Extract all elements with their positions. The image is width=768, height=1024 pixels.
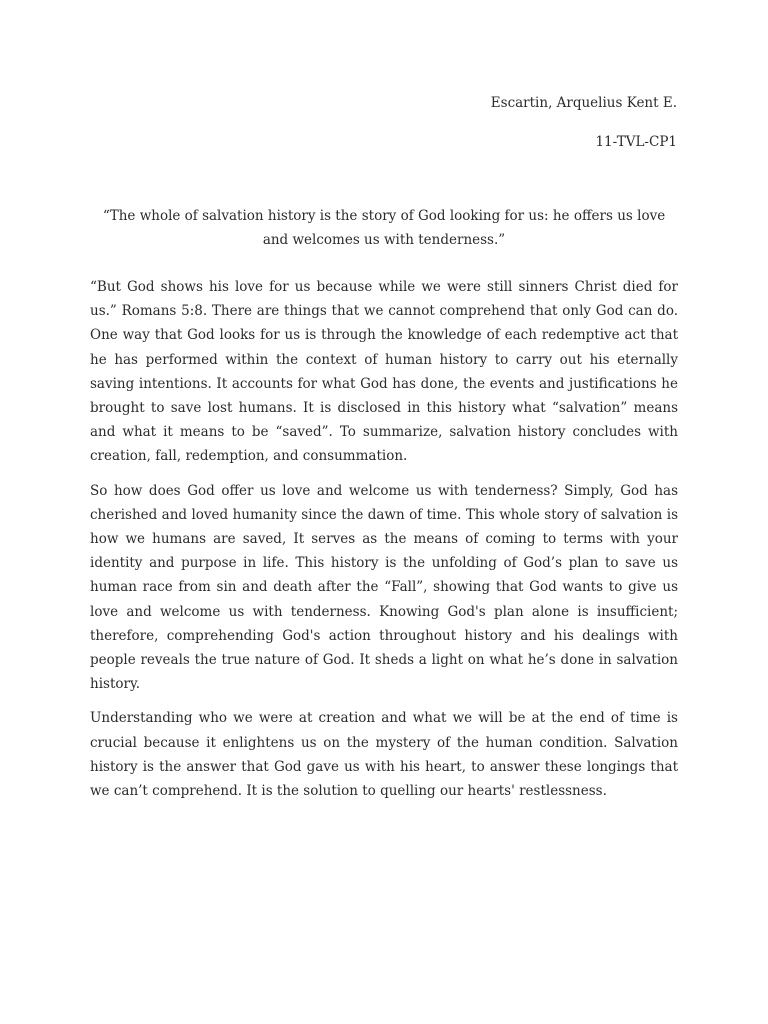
opening-quote: “The whole of salvation history is the story of God looking for us: he offers us love and welcomes us with tenderness.” <box>102 208 666 248</box>
essay-body <box>90 275 678 813</box>
paragraph-1: “But God shows his love for us because while we were still sinners Christ died for us.” Romans 5:8. There are things that we cannot comprehend that only God can do. One way that God looks for us is through the knowledge of each redemptive act that he has performed within the context of human history to carry out his eternally saving intentions. It accounts for what God has done, the events and justifications he brought to save lost humans. It is disclosed in this history what “salvation” means and what it means to be “saved”. To summarize, salvation history concludes with creation, fall, redemption, and consummation. <box>90 279 678 465</box>
paragraph-3: Understanding who we were at creation and what we will be at the end of time is crucial because it enlightens us on the mystery of the human condition. Salvation history is the answer that God gave us with his heart, to answer these longings that we can’t comprehend. It is the solution to quelling our hearts' restlessness. <box>90 710 678 800</box>
paragraph-2: So how does God offer us love and welcome us with tenderness? Simply, God has cherished and loved humanity since the dawn of time. This whole story of salvation is how we humans are saved, It serves as the means of coming to terms with your identity and purpose in life. This history is the unfolding of God’s plan to save us human race from sin and death after the “Fall”, showing that God wants to give us love and welcome us with tenderness. Knowing God's plan alone is insufficient; therefore, comprehending God's action throughout history and his dealings with people reveals the true nature of God. It sheds a light on what he’s done in salvation history. <box>90 482 678 693</box>
section-code: 11-TVL-CP1 <box>595 134 677 150</box>
author-name: Escartin, Arquelius Kent E. <box>490 95 677 111</box>
